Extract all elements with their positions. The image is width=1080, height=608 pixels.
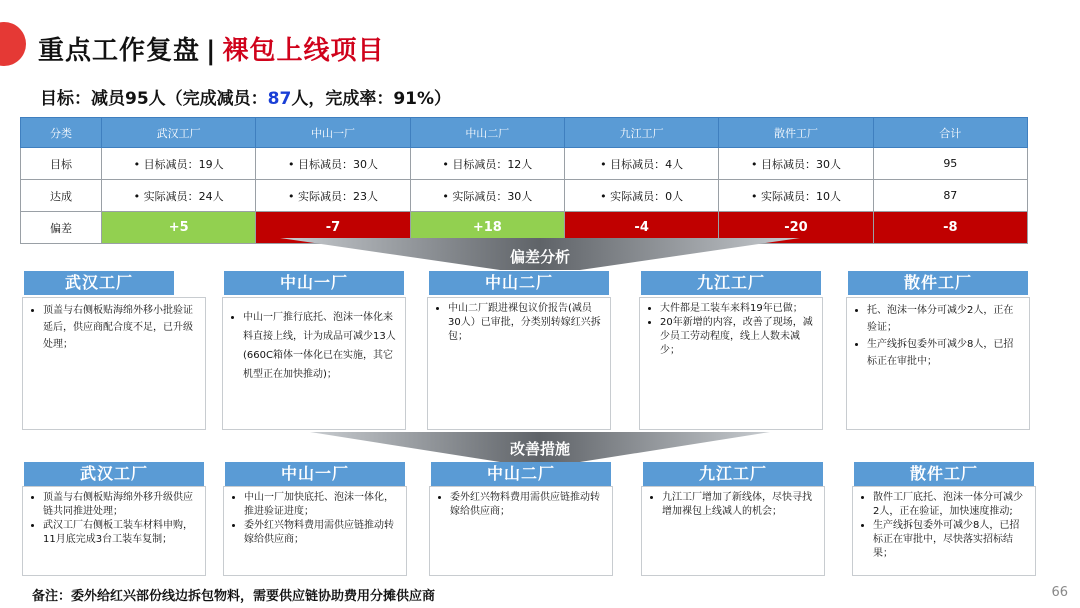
list-item: • 委外红兴物料费用需供应链推动转嫁给供应商； [450,491,604,519]
improvement-card-body [641,486,825,576]
table-row [21,180,1028,212]
list-item: • 大件都是工装车来料19年已做； [660,302,814,316]
improvement-card-body [852,486,1036,576]
table-header: 中山二厂 [410,118,564,148]
deviation-cell: +5 [102,212,256,244]
improvement-card-title: 散件工厂 [854,462,1034,486]
table-cell: • 目标减员：4人 [564,148,718,180]
list-item: • 生产线拆包委外可减少8人，已招标正在审批中，尽快落实招标结果； [873,519,1027,561]
table-header: 合计 [873,118,1027,148]
deviation-cell: -4 [564,212,718,244]
analysis-banner [0,238,1080,270]
analysis-card-body [846,297,1030,430]
page-number: 66 [1051,585,1068,600]
improvement-card-title: 中山二厂 [431,462,611,486]
improvement-card-body [22,486,206,576]
table-header: 中山一厂 [256,118,410,148]
goal-line [40,84,451,109]
row-label: 达成 [21,180,102,212]
corner-decoration [0,22,26,66]
table-cell: • 实际减员：0人 [564,180,718,212]
list-item: • 顶盖与右侧板贴海绵外移升级供应链共同推进处理； [43,491,197,519]
table-row [21,148,1028,180]
improvement-card-title: 武汉工厂 [24,462,204,486]
deviation-cell: -8 [873,212,1027,244]
table-header: 散件工厂 [719,118,873,148]
list-item: • 中山一厂加快底托、泡沫一体化，推进验证进度； [244,491,398,519]
list-item: • 委外红兴物料费用需供应链推动转嫁给供应商； [244,519,398,547]
improvement-card-body [429,486,613,576]
table-cell: • 目标减员：30人 [719,148,873,180]
analysis-card-body [427,297,611,430]
list-item: • 散件工厂底托、泡沫一体分可减少2人，正在验证，加快速度推动; [873,491,1027,519]
analysis-card-body [222,297,406,430]
list-item: • 20年新增的内容，改善了现场，减少员工劳动程度，线上人数未减少； [660,316,814,358]
deviation-cell: +18 [410,212,564,244]
table-cell: • 实际减员：23人 [256,180,410,212]
analysis-card-title: 中山二厂 [429,271,609,295]
row-label: 目标 [21,148,102,180]
deviation-cell: -20 [719,212,873,244]
improvement-banner [0,432,1080,462]
analysis-card-body [639,297,823,430]
list-item: • 中山一厂推行底托、泡沫一体化来料直接上线，计为成品可减少13人(660C箱体一体化已在实施，其它机型正在加快推动)； [243,308,397,384]
analysis-card-title: 散件工厂 [848,271,1028,295]
goal-suffix: 人，完成率：91%） [291,89,452,109]
table-cell: • 目标减员：12人 [410,148,564,180]
analysis-title: 偏差分析 [509,248,570,266]
title-sub: 裸包上线项目 [222,36,385,66]
title-main: 重点工作复盘 [38,36,201,66]
table-header-row [21,118,1028,148]
table-cell: • 目标减员：19人 [102,148,256,180]
table-cell: • 实际减员：10人 [719,180,873,212]
list-item: • 中山二厂跟进裸包议价报告(减员30人）已审批，分类别转嫁红兴拆包； [448,302,602,344]
table-cell: 95 [873,148,1027,180]
deviation-cell: -7 [256,212,410,244]
table-cell: • 实际减员：24人 [102,180,256,212]
summary-table [20,117,1028,244]
analysis-card-title: 九江工厂 [641,271,821,295]
improvement-title: 改善措施 [509,440,570,458]
table-cell: • 目标减员：30人 [256,148,410,180]
list-item: • 生产线拆包委外可减少8人，已招标正在审批中； [867,336,1021,370]
list-item: • 武汉工厂右侧板工装车材料申购，11月底完成3台工装车复制； [43,519,197,547]
analysis-card-title: 中山一厂 [224,271,404,295]
improvement-card-title: 中山一厂 [225,462,405,486]
title-separator: | [206,36,217,66]
table-cell: 87 [873,180,1027,212]
analysis-card-body [22,297,206,430]
goal-prefix: 目标：减员95人（完成减员： [40,89,268,109]
improvement-card-title: 九江工厂 [643,462,823,486]
table-header: 武汉工厂 [102,118,256,148]
list-item: • 托、泡沫一体分可减少2人，正在验证； [867,302,1021,336]
list-item: • 九江工厂增加了新线体，尽快寻找增加裸包上线减人的机会； [662,491,816,519]
table-cell: • 实际减员：30人 [410,180,564,212]
list-item: • 顶盖与右侧板贴海绵外移小批验证延后，供应商配合度不足，已升级处理； [43,302,197,353]
goal-highlight: 87 [267,89,292,109]
table-header: 分类 [21,118,102,148]
improvement-card-body [223,486,407,576]
table-header: 九江工厂 [564,118,718,148]
row-label: 偏差 [21,212,102,244]
footer-note: 备注：委外给红兴部份线边拆包物料，需要供应链协助费用分摊供应商 [32,589,436,604]
page-title [38,30,385,67]
analysis-card-title: 武汉工厂 [24,271,174,295]
